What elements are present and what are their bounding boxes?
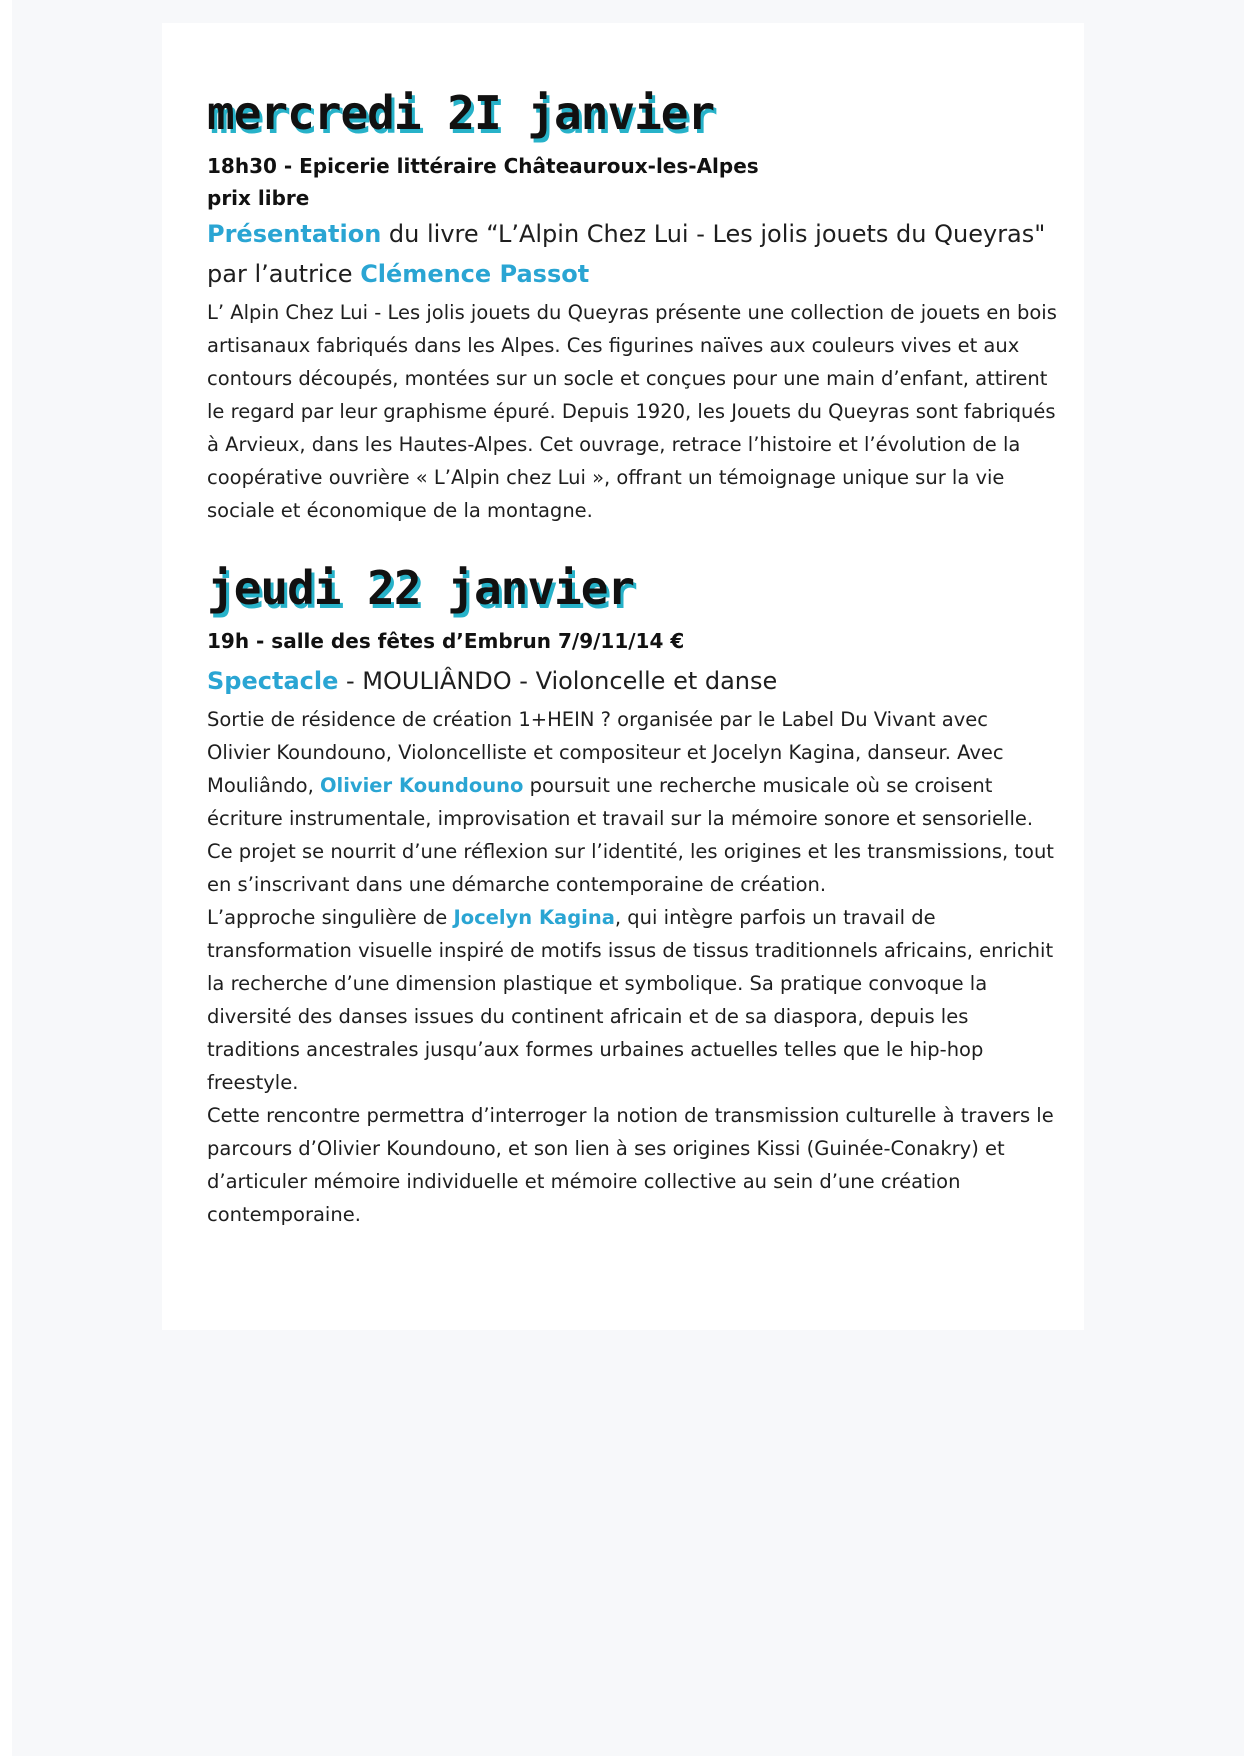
event-mercredi (207, 86, 1057, 527)
event-1-day-title: mercredi 2I janvier (207, 86, 715, 140)
event-1-time-location: 18h30 - Epicerie littéraire Châteauroux-les-Alpes (207, 154, 759, 178)
event-2-paragraph-1 (207, 703, 1057, 901)
event-2-paragraph-2-start: L’approche singulière de (207, 906, 454, 929)
document-content (207, 68, 1057, 1231)
event-2-subtitle-text: - MOULIÂNDO - Violoncelle et danse (338, 667, 778, 695)
event-1-price: prix libre (207, 186, 310, 210)
event-1-type: Présentation (207, 220, 382, 248)
event-2-time-location: 19h - salle des fêtes d’Embrun 7/9/11/14 € (207, 629, 685, 653)
event-2-type: Spectacle (207, 667, 339, 695)
event-1-subtitle-text: du livre “L’Alpin Chez Lui - Les jolis jouets du Queyras" par l’autrice (207, 220, 1046, 288)
event-1-subtitle (207, 214, 1057, 294)
performer-jocelyn-kagina: Jocelyn Kagina (453, 906, 615, 929)
document-card (162, 23, 1084, 1330)
event-2-day-title: jeudi 22 janvier (207, 561, 635, 615)
event-1-description: L’ Alpin Chez Lui - Les jolis jouets du Queyras présente une collection de jouets en bois artisanaux fabriqués dans les Alpes. Ces figurines naïves aux couleurs vives et aux contours découpés, montées sur un socle et conçues pour une main d’enfant, attirent le regard par leur graphisme épuré. Depuis 1920, les Jouets du Queyras sont fabriqués à Arvieux, dans les Hautes-Alpes. Cet ouvrage, retrace l’histoire et l’évolution de la coopérative ouvrière « L’Alpin chez Lui », offrant un témoignage unique sur la vie sociale et économique de la montagne. (207, 301, 1057, 522)
event-2-paragraph-2 (207, 901, 1057, 1099)
event-2-paragraph-1-end: poursuit une recherche musicale où se croisent écriture instrumentale, improvisation et travail sur la mémoire sonore et sensorielle. Ce projet se nourrit d’une réflexion sur l’identité, les origines et les transmissions, tout en s’inscrivant dans une démarche contemporaine de création. (207, 774, 1054, 896)
event-2-paragraph-3: Cette rencontre permettra d’interroger la notion de transmission culturelle à travers le parcours d’Olivier Koundouno, et son lien à ses origines Kissi (Guinée-Conakry) et d’articuler mémoire individuelle et mémoire collective au sein d’une création contemporaine. (207, 1104, 1054, 1226)
event-jeudi (207, 561, 1057, 1231)
event-2-paragraph-1-start: Sortie de résidence de création 1+HEIN ? organisée par le Label Du Vivant avec Olivier Koundouno, Violoncelliste et compositeur et Jocelyn Kagina, danseur. Avec Mouliândo, (207, 708, 1004, 797)
event-1-author: Clémence Passot (360, 260, 590, 288)
event-2-paragraph-2-end: , qui intègre parfois un travail de transformation visuelle inspiré de motifs issus de tissus traditionnels africains, enrichit la recherche d’une dimension plastique et symbolique. Sa pratique convoque la diversité des danses issues du continent africain et de sa diaspora, depuis les traditions ancestrales jusqu’aux formes urbaines actuelles telles que le hip-hop freestyle. (207, 906, 1054, 1094)
performer-olivier-koundouno: Olivier Koundouno (319, 774, 524, 797)
event-2-subtitle (207, 661, 1057, 701)
